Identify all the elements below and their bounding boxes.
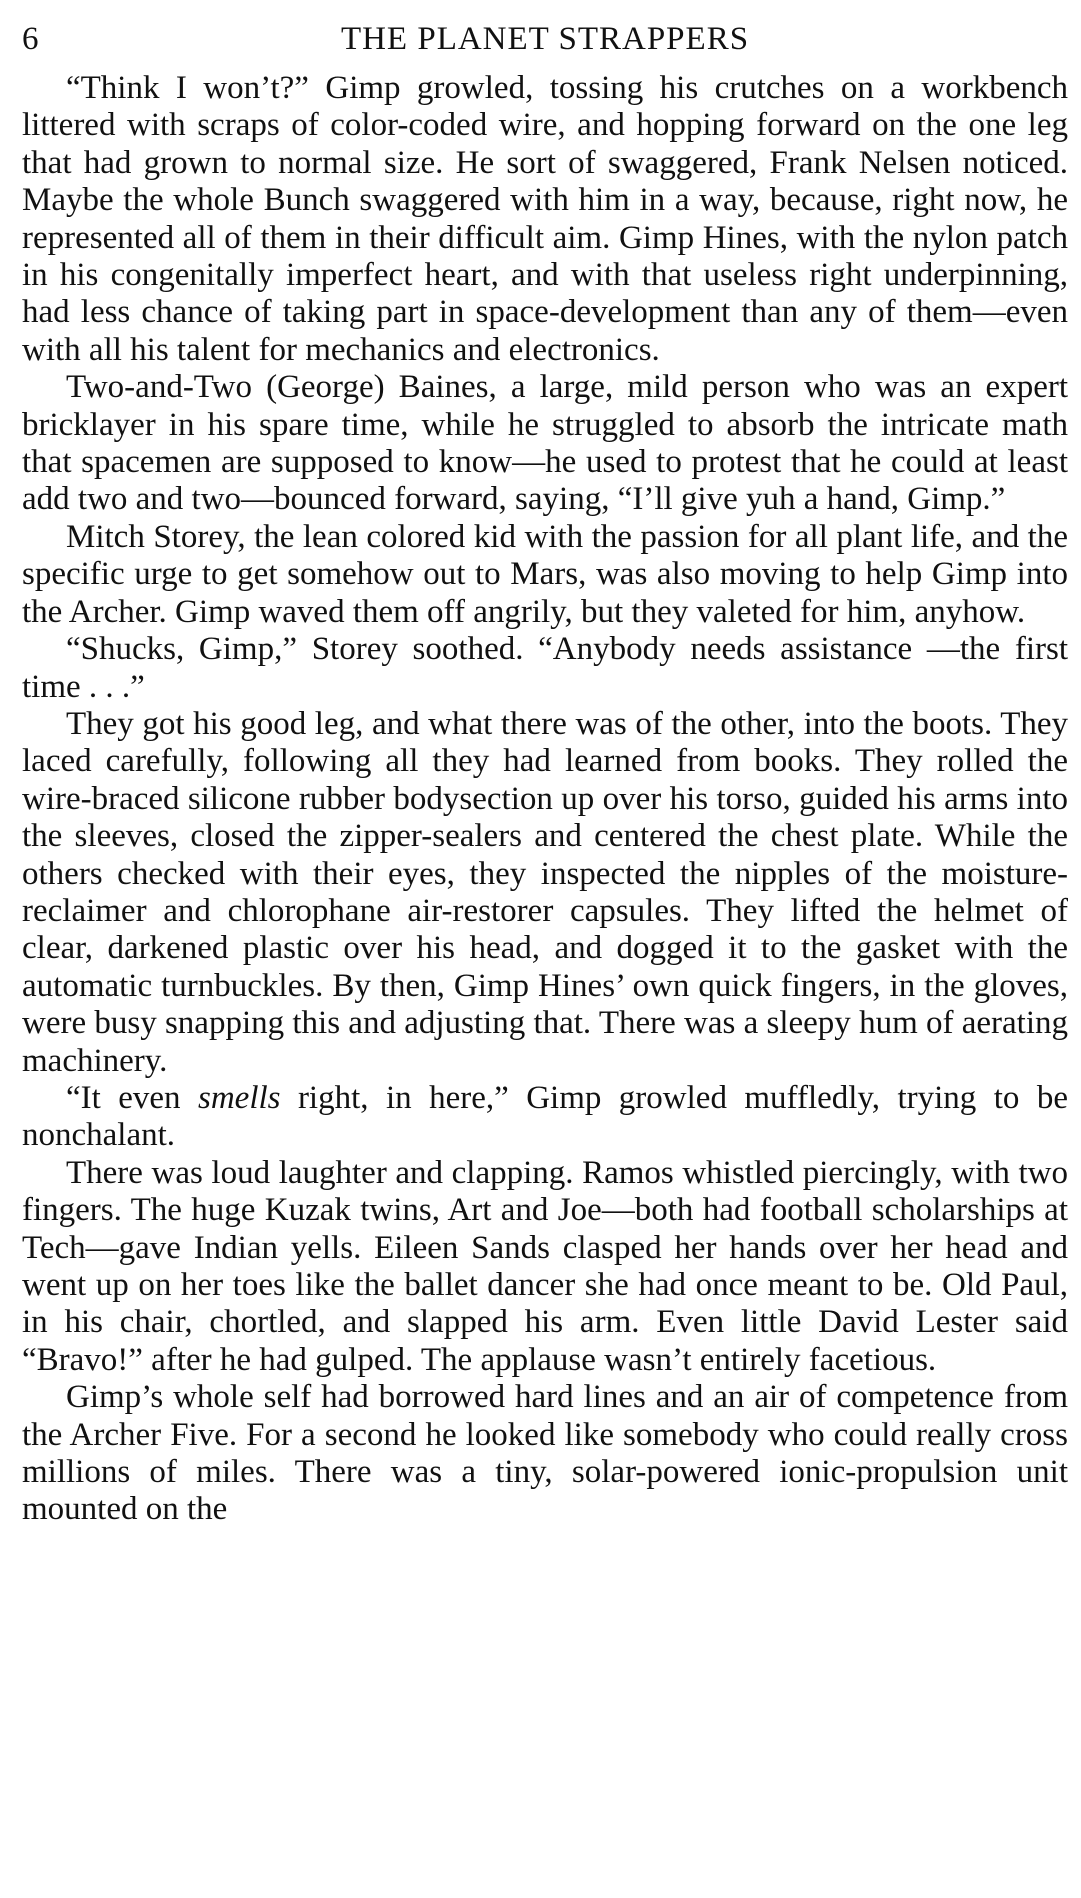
quote-after: right, in here,” Gimp growled muffledly, trying to be nonchalant. (22, 1079, 1069, 1154)
paragraph-boots-and-suit: They got his good leg, and what there was of the other, into the boots. They laced carefully, following all they had learned from books. They rolled the wire-braced silicone rubber bodysection up over his torso, guided his arms into the sleeves, closed the zipper-sealers and centered the chest plate. While the others checked with their eyes, they inspected the nipples of the moisture-reclaimer and chlorophane air-restorer capsules. They lifted the helmet of clear, darkened plastic over his head, and dogged it to the gasket with the automatic turnbuckles. By then, Gimp Hines’ own quick fingers, in the gloves, were busy snapping this and adjusting that. There was a sleepy hum of aerating machinery. (22, 705, 1068, 1079)
book-title: THE PLANET STRAPPERS (340, 21, 750, 57)
paragraph-gimp-growled: “Think I won’t?” Gimp growled, tossing his crutches on a workbench littered with scraps of color-coded wire, and hopping forward on the one leg that had grown to normal size. He sort of swaggered, Frank Nelsen noticed. Maybe the whole Bunch swaggered with him in a way, because, right now, he represented all of them in their difficult aim. Gimp Hines, with the nylon patch in his congenitally imperfect heart, and with that useless right underpinning, had less chance of taking part in space-development than any of them—even with all his talent for mechanics and electronics. (22, 70, 1068, 368)
page-number: 6 (22, 21, 39, 57)
paragraph-it-even-smells (22, 1080, 1068, 1155)
quote-before: “It even (66, 1079, 198, 1116)
quote-emphasis: smells (198, 1079, 281, 1116)
paragraph-archer-five: Gimp’s whole self had borrowed hard lines and an air of competence from the Archer Five. For a second he looked like somebody who could really cross millions of miles. There was a tiny, solar-powered ionic-propulsion unit mounted on the (22, 1379, 1068, 1528)
body-text (22, 70, 1068, 1529)
paragraph-laughter-and-clapping: There was loud laughter and clapping. Ramos whistled piercingly, with two fingers. The huge Kuzak twins, Art and Joe—both had football scholarships at Tech—gave Indian yells. Eileen Sands clasped her hands over her head and went up on her toes like the ballet dancer she had once meant to be. Old Paul, in his chair, chortled, and slapped his arm. Even little David Lester said “Bravo!” after he had gulped. The applause wasn’t entirely facetious. (22, 1154, 1068, 1378)
running-head (22, 14, 1068, 64)
paragraph-shucks-gimp: “Shucks, Gimp,” Storey soothed. “Anybody needs assistance —the first time . . .” (22, 631, 1068, 705)
paragraph-mitch-storey: Mitch Storey, the lean colored kid with the passion for all plant life, and the specific urge to get somehow out to Mars, was also moving to help Gimp into the Archer. Gimp waved them off angrily, but they valeted for him, anyhow. (22, 518, 1068, 630)
book-page (22, 14, 1068, 1529)
paragraph-two-and-two: Two-and-Two (George) Baines, a large, mild person who was an expert bricklayer in his spare time, while he struggled to absorb the intricate math that spacemen are supposed to know—he used to protest that he could at least add two and two—bounced forward, saying, “I’ll give yuh a hand, Gimp.” (22, 369, 1068, 518)
